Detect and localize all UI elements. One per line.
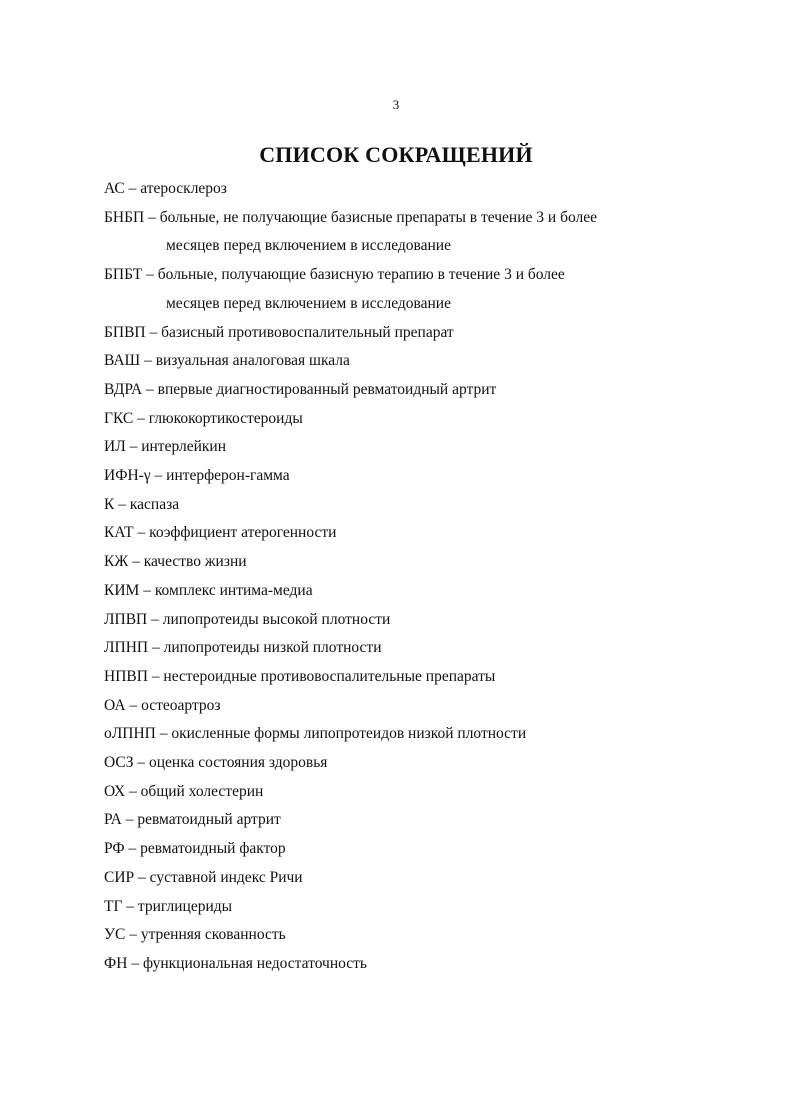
abbreviation-entry (104, 405, 664, 434)
abbreviation-entry (104, 663, 664, 692)
abbreviation-entry (104, 950, 664, 979)
page-title: СПИСОК СОКРАЩЕНИЙ (259, 142, 533, 167)
abbreviation-line: ОХ – общий холестерин (104, 782, 264, 800)
abbreviation-line: ЛПНП – липопротеиды низкой плотности (104, 639, 382, 657)
abbreviation-line: КАТ – коэффициент атерогенности (104, 524, 337, 542)
abbreviation-entry (104, 519, 664, 548)
abbreviation-line: ТГ – триглицериды (104, 897, 233, 915)
abbreviation-entry (104, 864, 664, 893)
abbreviation-entry (104, 921, 664, 950)
abbreviation-entry (104, 720, 664, 749)
abbreviation-line: оЛПНП – окисленные формы липопротеидов низкой плотности (104, 725, 527, 743)
abbreviation-entry (104, 692, 664, 721)
abbreviation-entry (104, 433, 664, 462)
abbreviation-line: БПВП – базисный противовоспалительный препарат (104, 323, 454, 341)
abbreviation-line: АС – атеросклероз (104, 180, 227, 197)
abbreviation-line: ГКС – глюкокортикостероиды (104, 409, 303, 427)
abbreviation-entry (104, 347, 664, 376)
abbreviation-line: КИМ – комплекс интима-медиа (104, 581, 313, 599)
abbreviation-line: ИФН-γ – интерферон-гамма (104, 467, 290, 485)
abbreviation-entry (104, 806, 664, 835)
abbreviation-entry (104, 893, 664, 922)
abbreviation-entry (104, 577, 664, 606)
abbreviation-line: БПБТ – больные, получающие базисную терапию в течение 3 и более (104, 266, 565, 284)
abbreviation-line: СИР – суставной индекс Ричи (104, 868, 303, 886)
abbreviation-entry (104, 835, 664, 864)
abbreviation-entry (104, 749, 664, 778)
abbreviation-entry (104, 319, 664, 348)
abbreviation-line: ФН – функциональная недостаточность (104, 954, 367, 972)
abbreviation-entry (104, 548, 664, 577)
abbreviation-entry (104, 491, 664, 520)
abbreviation-entry (104, 606, 664, 635)
abbreviation-entry (104, 462, 664, 491)
abbreviation-continuation: месяцев перед включением в исследование (166, 237, 451, 255)
abbreviation-line: ОА – остеоартроз (104, 696, 221, 714)
abbreviation-line: РА – ревматоидный артрит (104, 811, 281, 829)
abbreviation-line: К – каспаза (104, 495, 180, 513)
abbreviation-line: БНБП – больные, не получающие базисные препараты в течение 3 и более (104, 208, 597, 226)
abbreviation-line: КЖ – качество жизни (104, 553, 247, 571)
abbreviation-line: РФ – ревматоидный фактор (104, 840, 286, 858)
abbreviation-line: УС – утренняя скованность (104, 926, 286, 944)
abbreviation-entry (104, 175, 664, 204)
abbreviation-line: ОСЗ – оценка состояния здоровья (104, 754, 328, 772)
abbreviation-line: ВДРА – впервые диагностированный ревматоидный артрит (104, 380, 497, 398)
abbreviation-entry (104, 778, 664, 807)
abbreviation-line: ВАШ – визуальная аналоговая шкала (104, 352, 350, 370)
abbreviation-line: ИЛ – интерлейкин (104, 438, 227, 456)
abbreviation-entry (104, 634, 664, 663)
abbreviation-entry (104, 376, 664, 405)
abbreviation-entry (104, 261, 664, 318)
abbreviation-line: ЛПВП – липопротеиды высокой плотности (104, 610, 391, 628)
abbreviation-entry (104, 204, 664, 261)
abbreviation-line: НПВП – нестероидные противовоспалительные препараты (104, 667, 496, 685)
page-number: 3 (392, 97, 400, 112)
abbreviation-continuation: месяцев перед включением в исследование (166, 294, 451, 312)
abbreviation-list (104, 175, 664, 979)
